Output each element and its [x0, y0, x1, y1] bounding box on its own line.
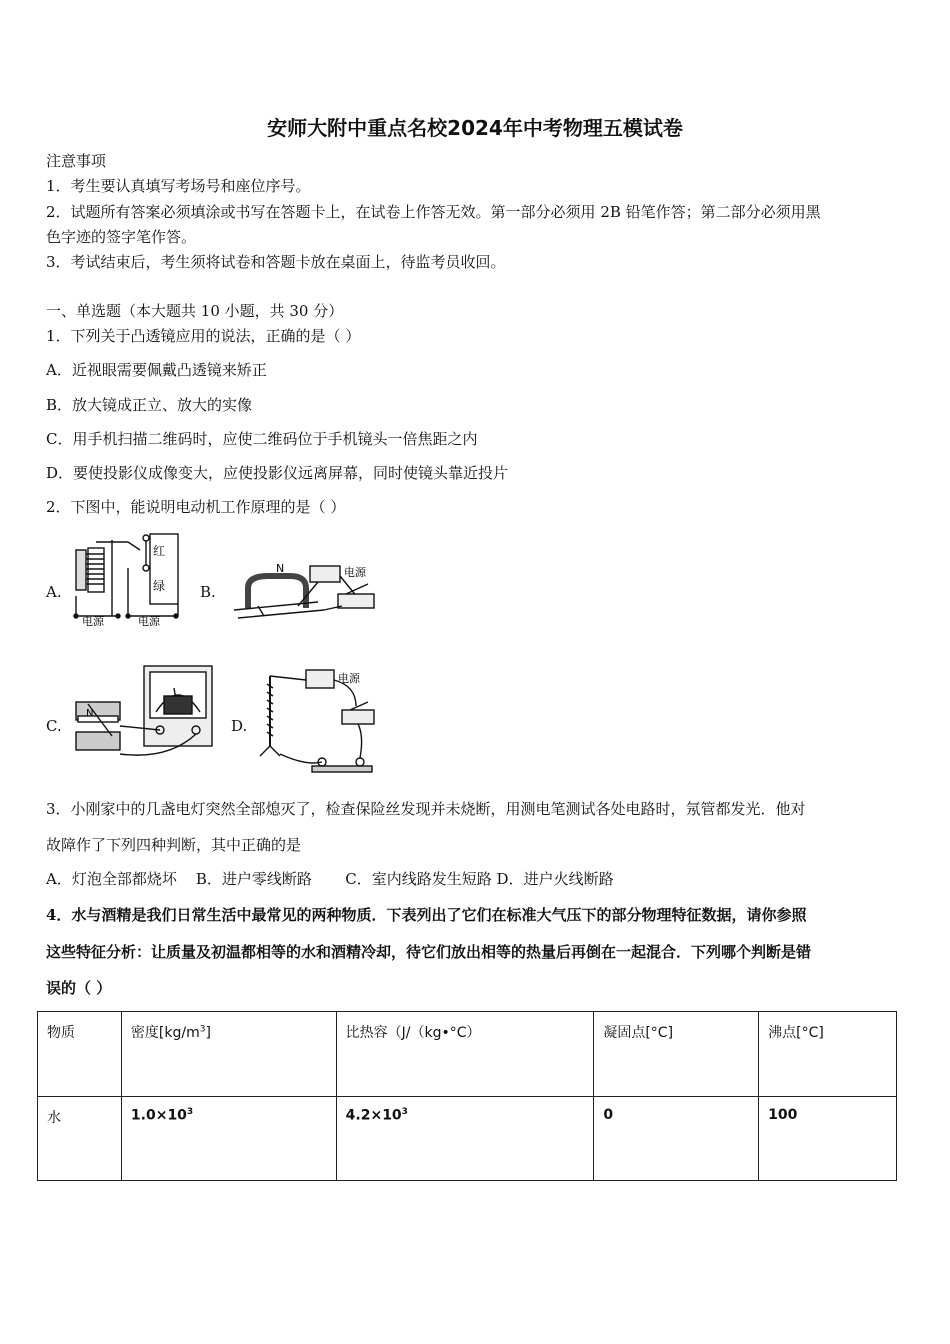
header-specific-heat: 比热容（J/（kg•°C）: [336, 1012, 594, 1097]
figure-a-relay: [68, 528, 184, 626]
notice-item: 3．考试结束后，考生须将试卷和答题卡放在桌面上，待监考员收回。: [46, 253, 506, 271]
q1-option-c: C．用手机扫描二维码时，应使二维码位于手机镜头一倍焦距之内: [46, 430, 478, 448]
figure-a-green-label: 绿: [153, 579, 166, 593]
q4-stem-line3: 误的（ ）: [46, 979, 112, 997]
figure-a-red-label: 红: [153, 544, 166, 558]
q4-stem-line2: 这些特征分析：让质量及初温都相等的水和酒精冷却，待它们放出相等的热量后再倒在一起混合．下列哪个判断是错: [46, 943, 812, 961]
q1-stem: 1．下列关于凸透镜应用的说法，正确的是（ ）: [46, 327, 361, 345]
figure-b-n-label: N: [276, 562, 285, 575]
figure-c-n-label: N: [86, 708, 94, 719]
notice-item: 色字迹的签字笔作答。: [46, 228, 197, 246]
q2-label-b: B.: [200, 583, 216, 601]
q2-label-c: C.: [46, 717, 62, 735]
q1-option-a: A．近视眼需要佩戴凸透镜来矫正: [46, 361, 267, 379]
properties-table: [37, 1011, 897, 1181]
page-title: 安师大附中重点名校2024年中考物理五模试卷: [267, 116, 683, 140]
figure-c-generator: [68, 664, 218, 762]
cell-density: $1.0\times 10^3$: [121, 1096, 336, 1181]
figure-d-coil: [256, 666, 380, 774]
header-density: 密度$[kg/m^3]$: [121, 1012, 336, 1097]
q2-label-d: D.: [231, 717, 248, 735]
q4-stem-line1: 4．水与酒精是我们日常生活中最常见的两种物质．下表列出了它们在标准大气压下的部分物理特征数据，请你参照: [46, 906, 807, 924]
table-header-row: [38, 1012, 897, 1097]
cell-boiling-point: 100: [759, 1096, 897, 1181]
cell-substance: 水: [38, 1096, 122, 1181]
cell-freezing-point: 0: [594, 1096, 759, 1181]
q1-option-d: D．要使投影仪成像变大，应使投影仪远离屏幕，同时使镜头靠近投片: [46, 464, 509, 482]
notice-item: 2．试题所有答案必须填涂或书写在答题卡上，在试卷上作答无效。第一部分必须用 2B 铅笔作答；第二部分必须用黑: [46, 203, 821, 221]
q2-stem: 2．下图中，能说明电动机工作原理的是（ ）: [46, 498, 346, 516]
cell-specific-heat: $4.2\times 10^3$: [336, 1096, 594, 1181]
header-freezing-point: 凝固点[°C]: [594, 1012, 759, 1097]
table-row: [38, 1096, 897, 1181]
figure-a-power-label: 电源: [82, 615, 104, 626]
notice-heading: 注意事项: [46, 152, 107, 170]
section-heading: 一、单选题（本大题共 10 小题，共 30 分）: [46, 302, 344, 320]
figure-b-motor: [228, 558, 384, 626]
figure-d-power-label: 电源: [338, 672, 360, 685]
q3-stem-line1: 3．小刚家中的几盏电灯突然全部熄灭了，检查保险丝发现并未烧断，用测电笔测试各处电路时，氖管都发光．他对: [46, 800, 806, 818]
figure-b-power-label: 电源: [344, 566, 366, 579]
q3-stem-line2: 故障作了下列四种判断，其中正确的是: [46, 836, 302, 854]
notice-item: 1．考生要认真填写考场号和座位序号。: [46, 177, 311, 195]
q3-options: A．灯泡全部都烧坏 B．进户零线断路 C．室内线路发生短路 D．进户火线断路: [46, 870, 614, 888]
header-boiling-point: 沸点[°C]: [759, 1012, 897, 1097]
q2-label-a: A.: [46, 583, 62, 601]
figure-a-power-label: 电源: [138, 615, 160, 626]
header-substance: 物质: [38, 1012, 122, 1097]
q1-option-b: B．放大镜成正立、放大的实像: [46, 396, 253, 414]
